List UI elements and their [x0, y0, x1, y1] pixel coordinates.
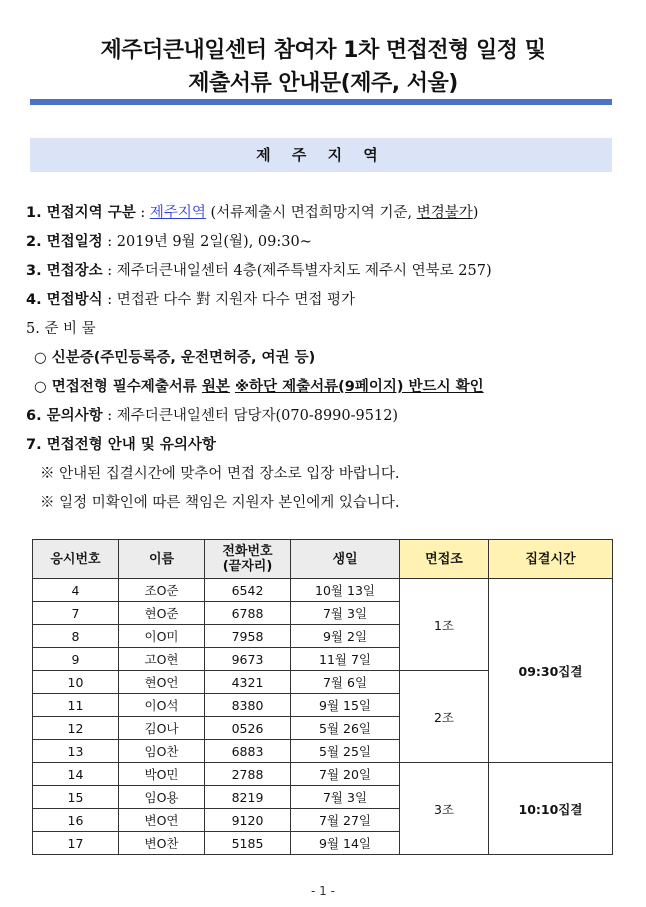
page-number: - 1 -	[311, 884, 335, 898]
table-header-row	[33, 540, 613, 579]
cell-exam-number: 14	[33, 763, 119, 786]
cell-birthday: 7월 6일	[291, 671, 400, 694]
cell-birthday: 7월 3일	[291, 786, 400, 809]
cell-name: 변O찬	[119, 832, 205, 855]
cell-exam-number: 16	[33, 809, 119, 832]
note-responsibility: ※ 일정 미확인에 따른 책임은 지원자 본인에게 있습니다.	[40, 495, 400, 511]
cell-phone: 6788	[205, 602, 291, 625]
cell-exam-number: 4	[33, 579, 119, 602]
cell-exam-number: 9	[33, 648, 119, 671]
cell-exam-number: 11	[33, 694, 119, 717]
cell-birthday: 9월 14일	[291, 832, 400, 855]
cell-phone: 4321	[205, 671, 291, 694]
cell-name: 임O용	[119, 786, 205, 809]
cell-name: 임O찬	[119, 740, 205, 763]
region-header: 제 주 지 역	[30, 138, 612, 172]
cell-name: 변O연	[119, 809, 205, 832]
cell-phone: 2788	[205, 763, 291, 786]
table-row	[33, 763, 613, 786]
cell-name: 박O민	[119, 763, 205, 786]
cell-phone: 8219	[205, 786, 291, 809]
col-header-exam-number: 응시번호	[33, 540, 119, 579]
cell-birthday: 7월 3일	[291, 602, 400, 625]
cell-name: 이O미	[119, 625, 205, 648]
info-item-location: 3. 면접장소 : 제주더큰내일센터 4층(제주특별자치도 제주시 연북로 257)	[26, 263, 492, 279]
col-header-name: 이름	[119, 540, 205, 579]
cell-name: 고O현	[119, 648, 205, 671]
info-item-region: 1. 면접지역 구분 : 제주지역 (서류제출시 면접희망지역 기준, 변경불가)	[26, 205, 479, 221]
info-item-preparation: 5. 준 비 물	[26, 321, 96, 337]
cell-exam-number: 8	[33, 625, 119, 648]
cell-name: 현O언	[119, 671, 205, 694]
cell-exam-number: 13	[33, 740, 119, 763]
title-underline-bar	[30, 99, 612, 105]
cell-exam-number: 12	[33, 717, 119, 740]
prep-id-card: ○ 신분증(주민등록증, 운전면허증, 여권 등)	[34, 350, 316, 366]
info-item-method: 4. 면접방식 : 면접관 다수 對 지원자 다수 면접 평가	[26, 292, 356, 308]
cell-time-1010: 10:10집결	[489, 763, 613, 855]
cell-time-0930: 09:30집결	[489, 579, 613, 763]
cell-birthday: 5월 26일	[291, 717, 400, 740]
cell-birthday: 9월 2일	[291, 625, 400, 648]
col-header-group: 면접조	[400, 540, 489, 579]
cell-phone: 8380	[205, 694, 291, 717]
cell-phone: 7958	[205, 625, 291, 648]
cell-birthday: 7월 20일	[291, 763, 400, 786]
cell-phone: 9120	[205, 809, 291, 832]
table-row	[33, 579, 613, 602]
cell-birthday: 9월 15일	[291, 694, 400, 717]
cell-name: 김O나	[119, 717, 205, 740]
cell-birthday: 7월 27일	[291, 809, 400, 832]
cell-group-2: 2조	[400, 671, 489, 763]
interview-schedule-table	[32, 539, 613, 855]
info-item-contact: 6. 문의사항 : 제주더큰내일센터 담당자(070-8990-9512)	[26, 408, 399, 424]
cell-birthday: 5월 25일	[291, 740, 400, 763]
cell-exam-number: 7	[33, 602, 119, 625]
col-header-time: 집결시간	[489, 540, 613, 579]
cell-name: 조O준	[119, 579, 205, 602]
document-title-line1: 제주더큰내일센터 참여자 1차 면접전형 일정 및	[100, 38, 546, 63]
cell-name: 이O석	[119, 694, 205, 717]
info-item-notes: 7. 면접전형 안내 및 유의사항	[26, 437, 216, 453]
cell-name: 현O준	[119, 602, 205, 625]
info-item-schedule: 2. 면접일정 : 2019년 9월 2일(월), 09:30~	[26, 234, 312, 250]
document-title-line2: 제출서류 안내문(제주, 서울)	[188, 71, 458, 96]
cell-exam-number: 15	[33, 786, 119, 809]
cell-phone: 5185	[205, 832, 291, 855]
prep-documents: ○ 면접전형 필수제출서류 원본 ※하단 제출서류(9페이지) 반드시 확인	[34, 379, 484, 395]
cell-group-3: 3조	[400, 763, 489, 855]
cell-phone: 6883	[205, 740, 291, 763]
cell-exam-number: 10	[33, 671, 119, 694]
cell-birthday: 11월 7일	[291, 648, 400, 671]
cell-exam-number: 17	[33, 832, 119, 855]
note-arrival: ※ 안내된 집결시간에 맞추어 면접 장소로 입장 바랍니다.	[40, 466, 400, 482]
cell-group-1: 1조	[400, 579, 489, 671]
col-header-birthday: 생일	[291, 540, 400, 579]
cell-phone: 0526	[205, 717, 291, 740]
region-link[interactable]: 제주지역	[149, 205, 206, 221]
cell-phone: 9673	[205, 648, 291, 671]
cell-birthday: 10월 13일	[291, 579, 400, 602]
cell-phone: 6542	[205, 579, 291, 602]
col-header-phone: 전화번호 (끝자리)	[205, 540, 291, 579]
